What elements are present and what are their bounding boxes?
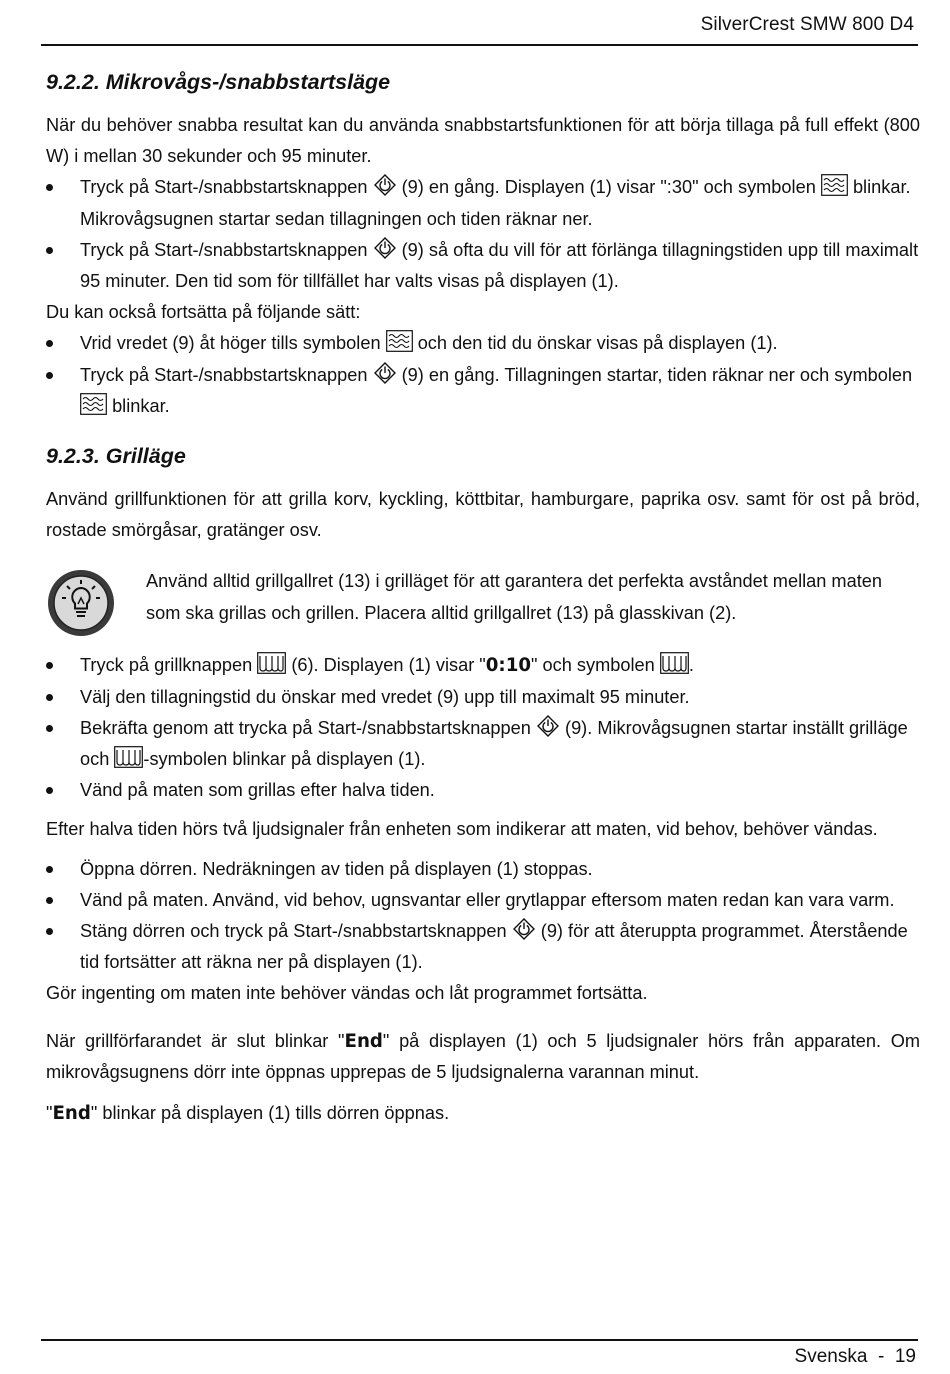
- paragraph-no-turning: Gör ingenting om maten inte behöver vändas och låt programmet fortsätta.: [46, 983, 648, 1004]
- list-item: Vänd på maten som grillas efter halva tiden.: [46, 775, 920, 806]
- list-item: Välj den tillagningstid du önskar med vredet (9) upp till maximalt 95 minuter.: [46, 682, 920, 713]
- list-item: Vrid vredet (9) åt höger tills symbolen och den tid du önskar visas på displayen (1).: [46, 328, 920, 359]
- document-header: SilverCrest SMW 800 D4: [700, 14, 914, 35]
- bullet-list-turning: [46, 854, 920, 979]
- tip-text: Använd alltid grillgallret (13) i grilläget för att garantera det perfekta avståndet mellan maten som ska grillas och grillen. Placera alltid grillgallret (13) på glasskivan (2).: [146, 571, 882, 623]
- section-heading-quickstart: 9.2.2. Mikrovågs-/snabbstartsläge: [46, 70, 391, 94]
- start-button-icon: [512, 918, 536, 940]
- page-content: [46, 64, 920, 1129]
- footer-rule: [41, 1339, 918, 1341]
- list-item: Stäng dörren och tryck på Start-/snabbstartsknappen (9) för att återuppta programmet. Återstående tid fortsätter att räkna ner på displayen (1).: [46, 916, 920, 978]
- microwave-wave-icon: [80, 393, 107, 415]
- bullet-icon: [46, 787, 53, 794]
- paragraph-end-signal: När grillförfarandet är slut blinkar "End" på displayen (1) och 5 ljudsignaler hörs från apparaten. Om mikrovågsugnens dörr inte öppnas upprepas de 5 ljudsignalerna varannan minut.: [46, 1030, 920, 1082]
- display-end: End: [344, 1030, 383, 1052]
- display-value: 0:10: [485, 655, 532, 677]
- paragraph-half-time: Efter halva tiden hörs två ljudsignaler från enheten som indikerar att maten, vid behov, behöver vändas.: [46, 819, 878, 840]
- tip-note: [46, 566, 920, 636]
- lightbulb-tip-icon: [46, 568, 116, 638]
- section-heading-grill: 9.2.3. Grilläge: [46, 444, 186, 469]
- start-button-icon: [373, 362, 397, 384]
- grill-icon: [660, 652, 689, 674]
- list-item: Vänd på maten. Använd, vid behov, ugnsvantar eller grytlappar eftersom maten redan kan vara varm.: [46, 885, 920, 916]
- paragraph-quickstart-intro: När du behöver snabba resultat kan du använda snabbstartsfunktionen för att börja tillaga på full effekt (800 W) i mellan 30 sekunder och 95 minuter.: [46, 115, 920, 167]
- paragraph-grill-intro: Använd grillfunktionen för att grilla korv, kyckling, köttbitar, hamburgare, paprika osv. samt för ost på bröd, rostade smörgåsar, gratänger osv.: [46, 489, 920, 541]
- header-rule: [41, 44, 918, 46]
- bullet-icon: [46, 725, 53, 732]
- microwave-wave-icon: [821, 174, 848, 196]
- list-item: Öppna dörren. Nedräkningen av tiden på displayen (1) stoppas.: [46, 854, 920, 885]
- grill-icon: [114, 746, 143, 768]
- page-footer: Svenska - 19: [794, 1346, 916, 1367]
- bullet-icon: [46, 866, 53, 873]
- bullet-icon: [46, 897, 53, 904]
- start-button-icon: [373, 174, 397, 196]
- bullet-icon: [46, 694, 53, 701]
- list-item: Tryck på Start-/snabbstartsknappen (9) så ofta du vill för att förlänga tillagningstiden upp till maximalt 95 minuter. Den tid som för tillfället har valts visas på displayen (1).: [46, 235, 920, 297]
- bullet-list-alternative: [46, 328, 920, 422]
- bullet-icon: [46, 340, 53, 347]
- list-item: Tryck på grillknappen (6). Displayen (1) visar "0:10" och symbolen .: [46, 650, 920, 681]
- bullet-list-grill: [46, 650, 920, 806]
- start-button-icon: [373, 237, 397, 259]
- display-end: End: [52, 1103, 91, 1125]
- grill-icon: [257, 652, 286, 674]
- start-button-icon: [536, 715, 560, 737]
- paragraph-alternative: Du kan också fortsätta på följande sätt:: [46, 302, 361, 323]
- list-item: Bekräfta genom att trycka på Start-/snabbstartsknappen (9). Mikrovågsugnen startar inställt grilläge och -symbolen blinkar på displayen (1).: [46, 713, 920, 775]
- bullet-icon: [46, 247, 53, 254]
- bullet-list-quickstart: [46, 172, 920, 297]
- paragraph-end-blink: "End" blinkar på displayen (1) tills dörren öppnas.: [46, 1103, 450, 1125]
- bullet-icon: [46, 184, 53, 191]
- bullet-icon: [46, 928, 53, 935]
- bullet-icon: [46, 662, 53, 669]
- microwave-wave-icon: [386, 330, 413, 352]
- list-item: Tryck på Start-/snabbstartsknappen (9) en gång. Tillagningen startar, tiden räknar ner och symbolen blinkar.: [46, 360, 920, 422]
- bullet-icon: [46, 372, 53, 379]
- list-item: Tryck på Start-/snabbstartsknappen (9) en gång. Displayen (1) visar ":30" och symbolen blinkar. Mikrovågsugnen startar sedan tillagningen och tiden räknar ner.: [46, 172, 920, 234]
